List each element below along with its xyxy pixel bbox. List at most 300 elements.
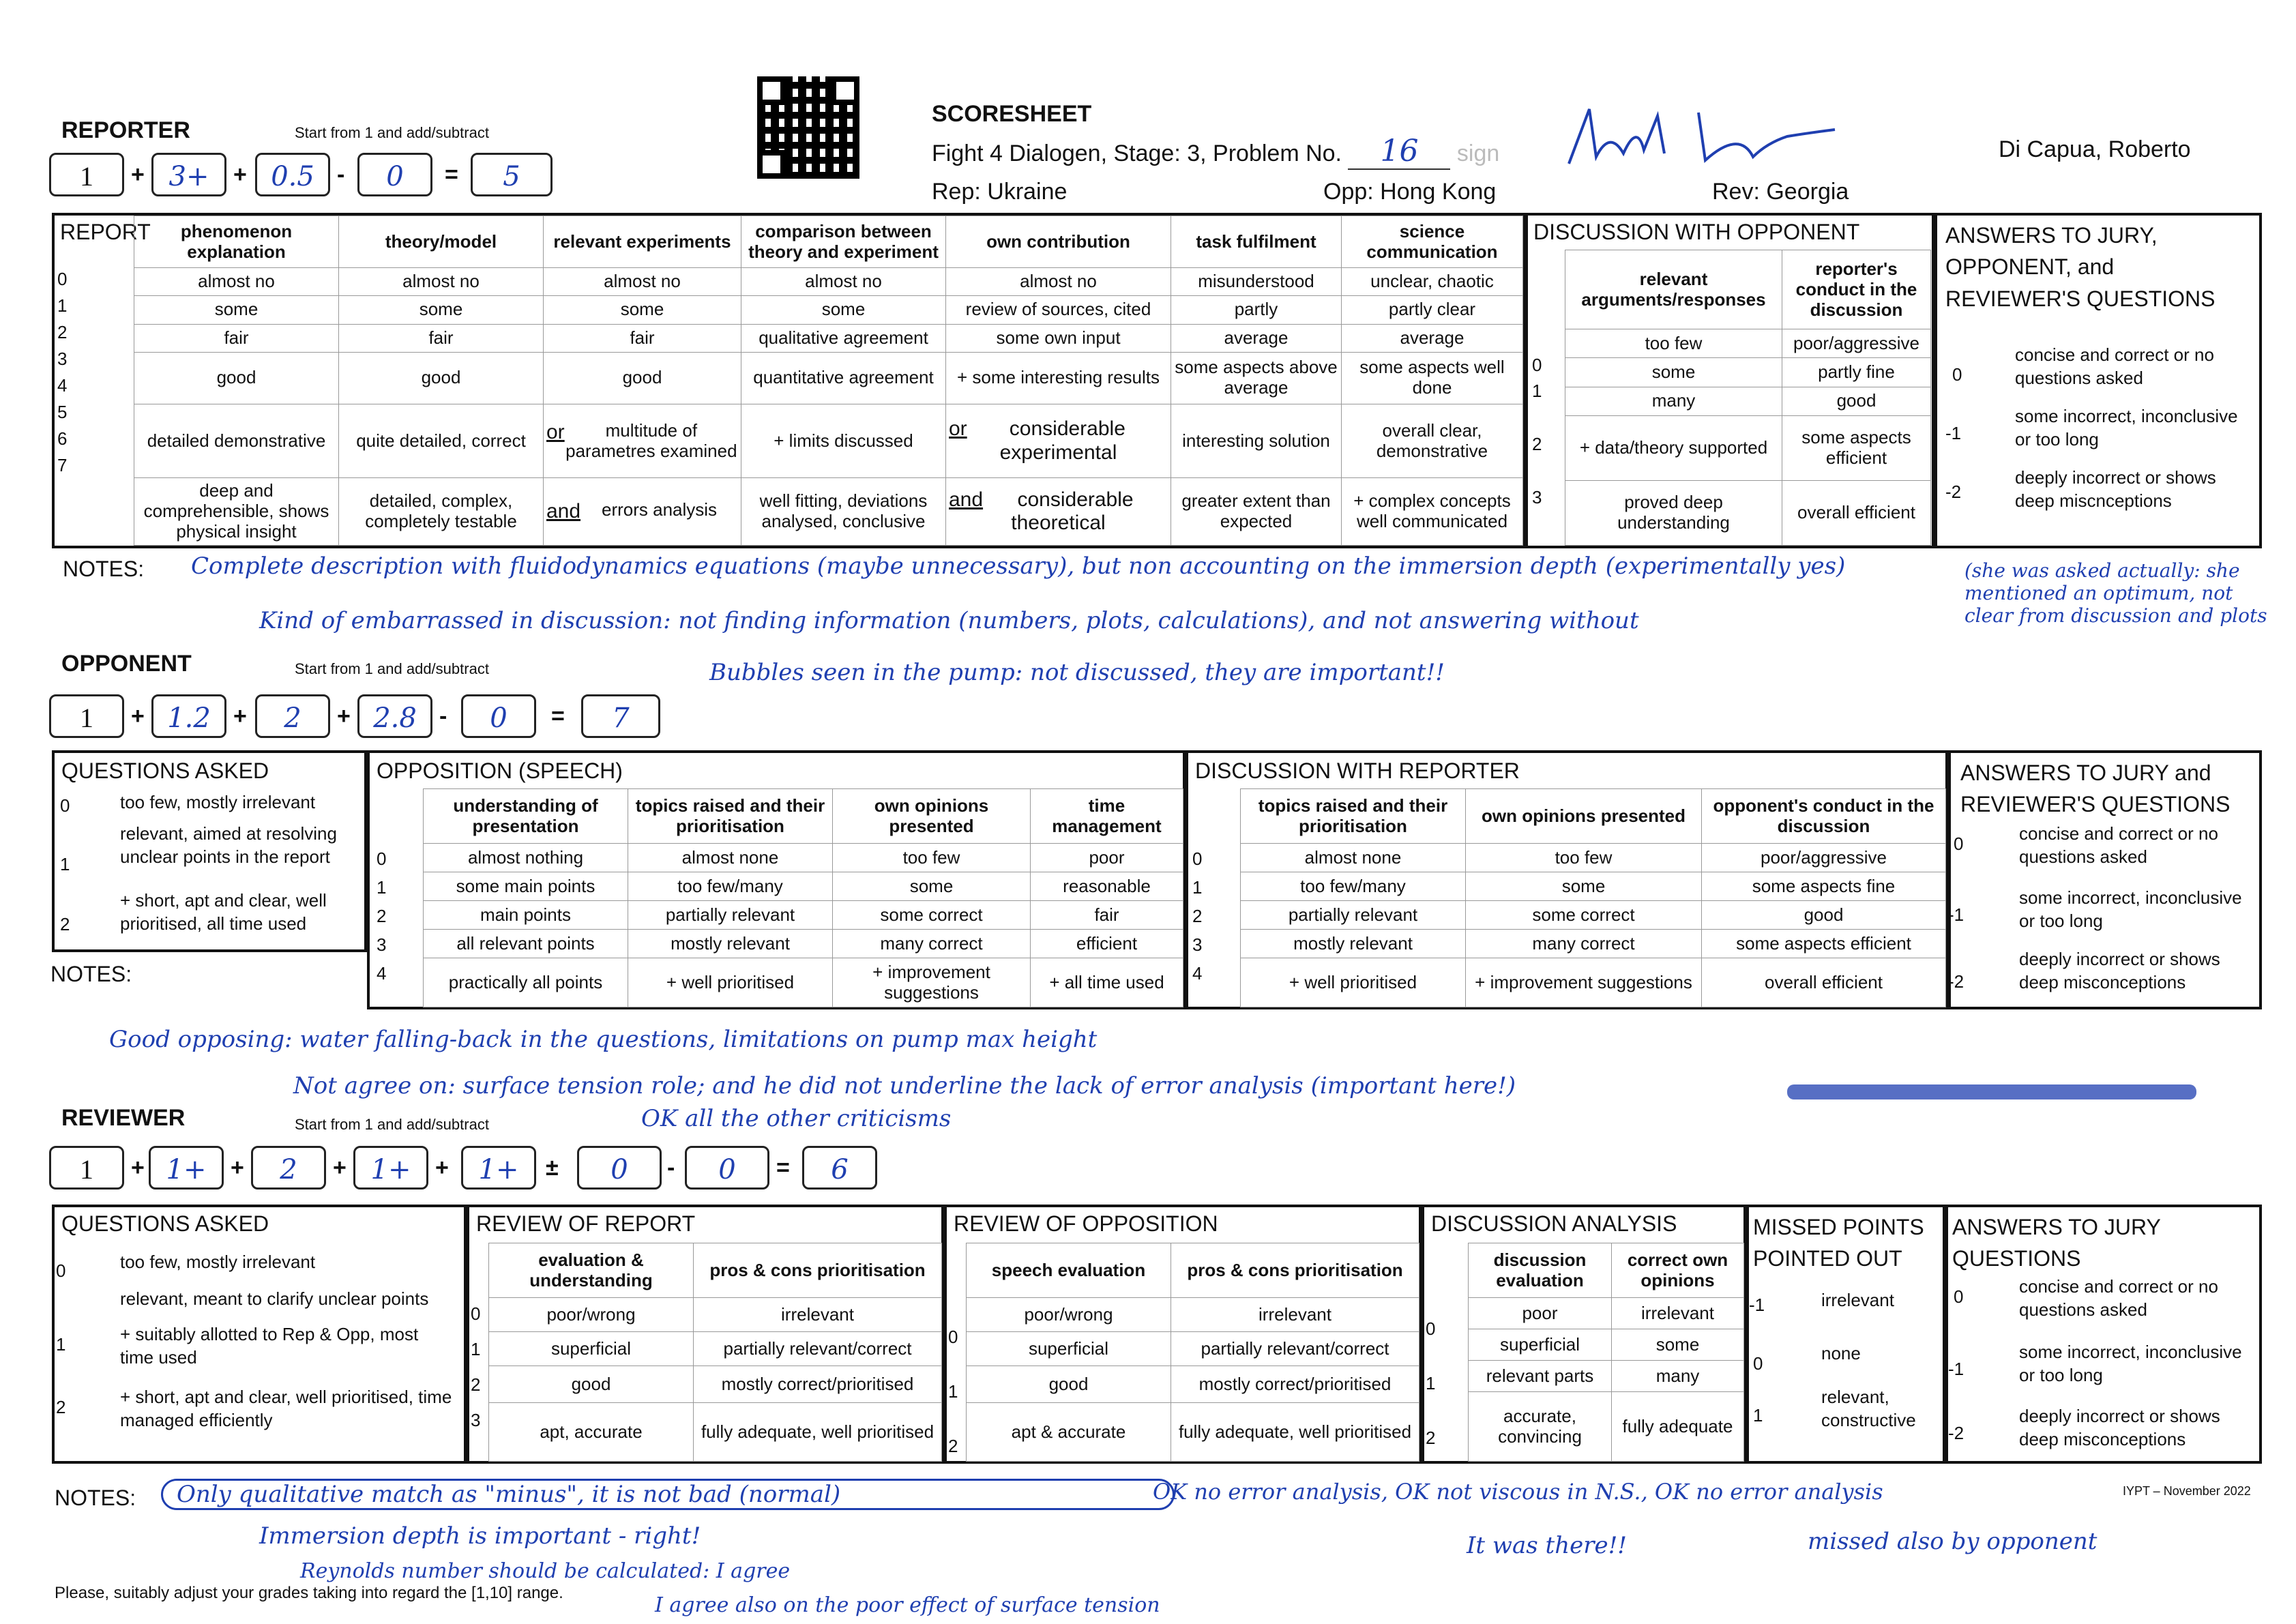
cell[interactable]: almost no [946, 268, 1171, 296]
level-minus-1: -1 [1948, 904, 1964, 925]
opponent-discussion-levels [1192, 844, 1202, 988]
question-option[interactable]: too few, mostly irrelevant [120, 792, 316, 812]
opponent-questions-title: QUESTIONS ASKED [61, 758, 269, 783]
level-3: 3 [57, 349, 68, 369]
col-relevant-arguments: relevant arguments/responses [1565, 250, 1782, 329]
review-report-title: REVIEW OF REPORT [476, 1211, 696, 1236]
reporter-discussion-table [1565, 250, 1931, 546]
answer-option[interactable]: some incorrect, inconclusive or too long [2019, 1342, 2242, 1385]
cell[interactable]: good [134, 352, 339, 404]
level-3: 3 [471, 1410, 481, 1430]
plus-sign: + [231, 1155, 244, 1181]
reporter-score-1[interactable]: 3+ [151, 153, 226, 196]
cell[interactable]: well fitting, deviations analysed, conclusive [741, 478, 946, 546]
cell[interactable]: good [544, 352, 741, 404]
opponent-score-1[interactable]: 1.2 [151, 694, 226, 738]
cell[interactable]: fully adequate [1612, 1392, 1744, 1462]
scoresheet-title: SCORESHEET [932, 101, 1092, 127]
reviewer-note-5[interactable]: I agree also on the poor effect of surface tension [655, 1593, 1160, 1617]
cell[interactable]: poor [1469, 1298, 1612, 1329]
answer-option[interactable]: deeply incorrect or shows deep misconceptions [2019, 949, 2220, 992]
level-minus-2: -2 [1948, 971, 1964, 992]
reviewer-score-6[interactable]: 0 [685, 1146, 769, 1190]
level-1: 1 [1192, 877, 1203, 898]
reporter-score-2[interactable]: 0.5 [255, 153, 330, 196]
equals-sign: = [776, 1155, 790, 1181]
equals-sign: = [551, 703, 565, 729]
level-minus-1: -1 [1945, 423, 1962, 443]
cell[interactable]: proved deep understanding [1565, 480, 1782, 545]
cell-text: multitude of parametres examined [565, 419, 737, 461]
level-2: 2 [1532, 434, 1542, 454]
col-pros-cons: pros & cons prioritisation [694, 1243, 942, 1298]
question-option[interactable]: too few, mostly irrelevant [120, 1252, 316, 1272]
opponent-score-3[interactable]: 2.8 [357, 694, 432, 738]
opponent-base-box: 1 [49, 694, 124, 738]
col-science-communication: science communication [1342, 216, 1523, 268]
cell[interactable]: too few/many [1241, 872, 1466, 901]
cell[interactable]: + well prioritised [628, 958, 833, 1007]
fight-line-text: Fight 4 Dialogen, Stage: 3, Problem No. [932, 141, 1342, 166]
cell[interactable]: many correct [833, 930, 1031, 958]
level-4: 4 [377, 963, 387, 984]
cell[interactable]: superficial [489, 1332, 694, 1366]
cell[interactable]: some aspects above average [1171, 352, 1342, 404]
cell[interactable]: almost no [339, 268, 544, 296]
cell[interactable]: + all time used [1031, 958, 1183, 1007]
question-option[interactable]: + short, apt and clear, well prioritised, time managed efficiently [120, 1387, 452, 1430]
cell[interactable]: some correct [833, 901, 1031, 930]
reporter-score-3[interactable]: 0 [357, 153, 432, 196]
level-0: 0 [56, 1260, 66, 1281]
question-option[interactable]: relevant, aimed at resolving unclear points in the report [120, 823, 337, 867]
level-0: 0 [1954, 1286, 1964, 1307]
cell[interactable]: poor/wrong [489, 1298, 694, 1332]
level-1: 1 [948, 1381, 958, 1402]
cell[interactable]: some main points [424, 872, 628, 901]
opponent-note-1[interactable]: Good opposing: water falling-back in the questions, limitations on pump max height [109, 1026, 1098, 1053]
level-0: 0 [1426, 1318, 1436, 1339]
col-topics: topics raised and their prioritisation [1241, 789, 1466, 844]
cell[interactable]: partially relevant/correct [694, 1332, 942, 1366]
cell[interactable]: good [489, 1366, 694, 1403]
fight-line [932, 134, 1499, 170]
level-0: 0 [1532, 355, 1542, 375]
opponent-note-3[interactable]: OK all the other criticisms [641, 1105, 952, 1132]
plus-sign: + [233, 162, 247, 188]
cell[interactable]: fair [1031, 901, 1183, 930]
discussion-analysis-levels [1426, 1301, 1435, 1465]
cell[interactable]: almost no [544, 268, 741, 296]
plus-sign: + [337, 703, 351, 729]
missed-option[interactable]: irrelevant [1821, 1290, 1894, 1310]
cell[interactable]: apt, accurate [489, 1403, 694, 1462]
plus-sign: + [131, 162, 145, 188]
col-opponent-conduct: opponent's conduct in the discussion [1702, 789, 1946, 844]
reviewer-score-2[interactable]: 2 [251, 1146, 326, 1190]
cell[interactable]: quantitative agreement [741, 352, 946, 404]
cell[interactable]: irrelevant [1171, 1298, 1419, 1332]
col-pros-cons: pros & cons prioritisation [1171, 1243, 1419, 1298]
col-task-fulfilment: task fulfilment [1171, 216, 1342, 268]
cell[interactable]: quite detailed, correct [339, 404, 544, 478]
cell-text: considerable experimental [999, 417, 1125, 464]
cell[interactable]: many correct [1466, 930, 1702, 958]
col-own-opinions: own opinions presented [833, 789, 1031, 844]
cell[interactable]: fair [134, 324, 339, 352]
level-0: 0 [1952, 364, 1962, 385]
cell[interactable]: too few [1466, 844, 1702, 872]
cell[interactable]: superficial [1469, 1329, 1612, 1361]
reviewer-note-2[interactable]: OK no error analysis, OK not viscous in N.S., OK no error analysis [1153, 1479, 1883, 1505]
level-0: 0 [471, 1303, 481, 1324]
cell[interactable]: some aspects well done [1342, 352, 1523, 404]
col-theory: theory/model [339, 216, 544, 268]
reviewer-score-4[interactable]: 1+ [461, 1146, 536, 1190]
cell[interactable]: accurate, convincing [1469, 1392, 1612, 1462]
reviewer-notes-label: NOTES: [55, 1486, 136, 1510]
cell[interactable]: some aspects efficient [1782, 415, 1931, 480]
cell[interactable]: overall clear, demonstrative [1342, 404, 1523, 478]
cell[interactable]: + data/theory supported [1565, 415, 1782, 480]
level-minus-2: -2 [1948, 1423, 1964, 1443]
col-comparison: comparison between theory and experiment [741, 216, 946, 268]
reviewer-note-7[interactable]: missed also by opponent [1808, 1528, 2098, 1555]
plus-sign: + [131, 1155, 145, 1181]
level-2: 2 [1426, 1428, 1436, 1448]
reporter-total[interactable]: 5 [471, 153, 553, 196]
or-label: or [546, 420, 565, 443]
sign-label: sign [1456, 141, 1500, 166]
cell[interactable]: fair [544, 324, 741, 352]
col-time-management: time management [1031, 789, 1183, 844]
cell[interactable]: almost none [628, 844, 833, 872]
cell[interactable]: poor [1031, 844, 1183, 872]
level-2: 2 [60, 914, 70, 934]
cell[interactable]: many [1612, 1361, 1744, 1392]
cell[interactable]: superficial [967, 1332, 1171, 1366]
cell[interactable]: overall efficient [1702, 958, 1946, 1007]
missed-option[interactable]: relevant, constructive [1821, 1387, 1916, 1430]
cell[interactable]: overall efficient [1782, 480, 1931, 545]
cell[interactable]: all relevant points [424, 930, 628, 958]
col-topics: topics raised and their prioritisation [628, 789, 833, 844]
col-reporter-conduct: reporter's conduct in the discussion [1782, 250, 1931, 329]
cell[interactable]: fully adequate, well prioritised [1171, 1403, 1419, 1462]
reporter-notes-label: NOTES: [63, 557, 145, 581]
reviewer-base-box: 1 [49, 1146, 124, 1190]
answer-option[interactable]: concise and correct or no questions asked [2019, 823, 2218, 867]
reporter-note-1[interactable]: Complete description with fluidodynamics equations (maybe unnecessary), but non accounting on the immersion depth (experimentally yes) [191, 552, 1846, 580]
cell[interactable]: good [339, 352, 544, 404]
cell[interactable]: partly clear [1342, 296, 1523, 324]
cell[interactable]: unclear, chaotic [1342, 268, 1523, 296]
opposition-speech-title: OPPOSITION (SPEECH) [377, 758, 623, 783]
minus-sign: - [667, 1155, 675, 1181]
cell[interactable]: + improvement suggestions [1466, 958, 1702, 1007]
col-evaluation: evaluation & understanding [489, 1243, 694, 1298]
level-4: 4 [57, 375, 68, 396]
cell[interactable]: reasonable [1031, 872, 1183, 901]
question-option[interactable]: + short, apt and clear, well prioritised, all time used [120, 890, 327, 934]
level-minus-1: -1 [1749, 1295, 1765, 1315]
level-3: 3 [377, 934, 387, 955]
cell[interactable]: relevant parts [1469, 1361, 1612, 1392]
cell[interactable]: some [544, 296, 741, 324]
level-7: 7 [57, 455, 68, 475]
col-discussion-evaluation: discussion evaluation [1469, 1243, 1612, 1298]
missed-option[interactable]: none [1821, 1343, 1861, 1363]
cell[interactable]: + improvement suggestions [833, 958, 1031, 1007]
cell[interactable]: some aspects efficient [1702, 930, 1946, 958]
cell[interactable]: mostly relevant [1241, 930, 1466, 958]
report-criteria-table [134, 216, 1523, 546]
reviewer-note-6[interactable]: It was there!! [1467, 1532, 1627, 1559]
cell[interactable]: main points [424, 901, 628, 930]
answer-option[interactable]: some incorrect, inconclusive or too long [2015, 406, 2238, 449]
discussion-analysis-table [1468, 1243, 1744, 1462]
question-option[interactable]: + suitably allotted to Rep & Opp, most time used [120, 1324, 419, 1368]
reviewer-note-1[interactable]: Only qualitative match as "minus", it is not bad (normal) [161, 1479, 1175, 1510]
plus-sign: + [233, 703, 247, 729]
level-6: 6 [57, 428, 68, 449]
level-0: 0 [377, 848, 387, 869]
cell[interactable]: + some interesting results [946, 352, 1171, 404]
adjust-note: Please, suitably adjust your grades taking into regard the [1,10] range. [55, 1584, 563, 1602]
cell[interactable]: qualitative agreement [741, 324, 946, 352]
opponent-answers-title: ANSWERS TO JURY and REVIEWER'S QUESTIONS [1960, 761, 2231, 817]
speech-levels [377, 844, 386, 988]
reviewer-title: REVIEWER [61, 1105, 186, 1131]
level-minus-1: -1 [1948, 1359, 1964, 1379]
cell[interactable]: some [1466, 872, 1702, 901]
cell[interactable]: too few [833, 844, 1031, 872]
cell[interactable]: mostly correct/prioritised [1171, 1366, 1419, 1403]
reviewer-total[interactable]: 6 [802, 1146, 877, 1190]
level-3: 3 [1192, 934, 1203, 955]
cell[interactable]: fair [339, 324, 544, 352]
answer-option[interactable]: concise and correct or no questions asked [2019, 1276, 2218, 1320]
report-levels [57, 266, 67, 479]
opponent-total[interactable]: 7 [581, 694, 660, 738]
cell[interactable]: good [1782, 387, 1931, 415]
reviewer-score-1[interactable]: 1+ [149, 1146, 224, 1190]
reporter-note-3[interactable]: Bubbles seen in the pump: not discussed, they are important!! [709, 659, 1445, 686]
opponent-discussion-table [1240, 788, 1946, 1007]
cell[interactable]: poor/aggressive [1702, 844, 1946, 872]
cell[interactable]: apt & accurate [967, 1403, 1171, 1462]
cell[interactable]: detailed, complex, completely testable [339, 478, 544, 546]
col-understanding: understanding of presentation [424, 789, 628, 844]
and-label: and [949, 488, 984, 511]
reviewer-hint: Start from 1 and add/subtract [295, 1116, 489, 1133]
cell[interactable]: some correct [1466, 901, 1702, 930]
level-minus-2: -2 [1945, 482, 1962, 502]
reviewer-note-4[interactable]: Reynolds number should be calculated: I agree [300, 1559, 791, 1583]
opponent-note-2[interactable]: Not agree on: surface tension role; and he did not underline the lack of error analysis (important here!) [293, 1072, 1516, 1099]
cell[interactable]: some [134, 296, 339, 324]
cell[interactable]: almost no [134, 268, 339, 296]
level-2: 2 [471, 1374, 481, 1395]
cell[interactable]: poor/aggressive [1782, 329, 1931, 358]
cell[interactable]: almost none [1241, 844, 1466, 872]
reviewer-answers-title: ANSWERS TO JURY QUESTIONS [1952, 1215, 2161, 1271]
cell[interactable]: some [1612, 1329, 1744, 1361]
opponent-title: OPPONENT [61, 651, 192, 677]
opposition-speech-table [423, 788, 1183, 1007]
reporter-answers-title: ANSWERS TO JURY, OPPONENT, and REVIEWER'S QUESTIONS [1945, 223, 2216, 311]
cell[interactable]: review of sources, cited [946, 296, 1171, 324]
col-own-contribution: own contribution [946, 216, 1171, 268]
cell[interactable]: some [339, 296, 544, 324]
cell[interactable]: + limits discussed [741, 404, 946, 478]
opponent-score-4[interactable]: 0 [461, 694, 536, 738]
plus-sign: + [131, 703, 145, 729]
cell-experiments-4[interactable] [544, 404, 741, 478]
scribble-strikeout [1787, 1084, 2196, 1099]
cell-text: considerable theoretical [1011, 488, 1134, 535]
minus-sign: - [337, 162, 345, 188]
reporter-discussion-levels [1532, 338, 1542, 524]
cell[interactable]: good [967, 1366, 1171, 1403]
opponent-hint: Start from 1 and add/subtract [295, 660, 489, 677]
level-2: 2 [1192, 906, 1203, 926]
level-0: 0 [948, 1327, 958, 1347]
cell[interactable]: deep and comprehensible, shows physical insight [134, 478, 339, 546]
col-own-opinions: own opinions presented [1466, 789, 1702, 844]
answer-option[interactable]: concise and correct or no questions asked [2015, 344, 2214, 388]
cell[interactable]: many [1565, 387, 1782, 415]
review-report-levels [471, 1296, 480, 1438]
col-correct-opinions: correct own opinions [1612, 1243, 1744, 1298]
level-0: 0 [1192, 848, 1203, 869]
opponent-notes-label: NOTES: [50, 962, 132, 986]
cell-own-4[interactable] [946, 404, 1171, 478]
cell[interactable]: mostly relevant [628, 930, 833, 958]
answer-option[interactable]: deeply incorrect or shows deep misconceptions [2019, 1406, 2220, 1449]
cell[interactable]: some own input [946, 324, 1171, 352]
cell[interactable]: partially relevant/correct [1171, 1332, 1419, 1366]
minus-sign: - [439, 703, 447, 729]
edition-label: IYPT – November 2022 [2123, 1484, 2251, 1498]
col-speech-evaluation: speech evaluation [967, 1243, 1171, 1298]
plus-minus-sign: ± [546, 1155, 559, 1181]
cell[interactable]: efficient [1031, 930, 1183, 958]
level-5: 5 [57, 402, 68, 422]
level-1: 1 [57, 295, 68, 316]
cell[interactable]: too few [1565, 329, 1782, 358]
review-opposition-table [966, 1243, 1419, 1462]
cell[interactable]: misunderstood [1171, 268, 1342, 296]
cell[interactable]: almost nothing [424, 844, 628, 872]
juror-name: Di Capua, Roberto [1999, 136, 2191, 162]
cell[interactable]: partially relevant [628, 901, 833, 930]
cell[interactable]: some aspects fine [1702, 872, 1946, 901]
reviewer-score-3[interactable]: 1+ [353, 1146, 428, 1190]
plus-sign: + [435, 1155, 449, 1181]
question-option[interactable]: relevant, meant to clarify unclear points [120, 1288, 429, 1309]
level-2: 2 [948, 1436, 958, 1456]
level-2: 2 [57, 322, 68, 342]
cell[interactable]: some [833, 872, 1031, 901]
cell[interactable]: too few/many [628, 872, 833, 901]
cell[interactable]: fully adequate, well prioritised [694, 1403, 942, 1462]
level-1: 1 [60, 854, 70, 874]
answer-option[interactable]: deeply incorrect or shows deep miscnceptions [2015, 467, 2216, 511]
cell[interactable]: + well prioritised [1241, 958, 1466, 1007]
cell[interactable]: poor/wrong [967, 1298, 1171, 1332]
level-1: 1 [1532, 381, 1542, 401]
level-1: 1 [1426, 1373, 1436, 1393]
cell[interactable]: partially relevant [1241, 901, 1466, 930]
report-label: REPORT [60, 220, 151, 244]
cell[interactable]: almost no [741, 268, 946, 296]
level-0: 0 [1753, 1353, 1763, 1374]
answer-option[interactable]: some incorrect, inconclusive or too long [2019, 887, 2242, 931]
reviewer-note-3[interactable]: Immersion depth is important - right! [259, 1522, 701, 1550]
level-1: 1 [471, 1339, 481, 1359]
discussion-analysis-title: DISCUSSION ANALYSIS [1431, 1211, 1677, 1236]
cell[interactable]: partly fine [1782, 358, 1931, 387]
level-1: 1 [1753, 1405, 1763, 1426]
or-label: or [949, 417, 967, 441]
rep-team: Rep: Ukraine [932, 179, 1068, 205]
level-4: 4 [1192, 963, 1203, 984]
cell-text: errors analysis [602, 499, 718, 520]
cell[interactable]: greater extent than expected [1171, 478, 1342, 546]
cell[interactable]: average [1342, 324, 1523, 352]
reporter-discussion-title: DISCUSSION WITH OPPONENT [1533, 220, 1860, 244]
col-experiments: relevant experiments [544, 216, 741, 268]
opponent-score-2[interactable]: 2 [255, 694, 330, 738]
level-0: 0 [60, 795, 70, 816]
cell[interactable]: interesting solution [1171, 404, 1342, 478]
cell-experiments-5[interactable] [544, 478, 741, 546]
level-1: 1 [377, 877, 387, 898]
level-0: 0 [57, 269, 68, 289]
cell[interactable]: average [1171, 324, 1342, 352]
qr-code [757, 76, 859, 179]
col-phenomenon: phenomenon explanation [134, 216, 339, 268]
opp-team: Opp: Hong Kong [1323, 179, 1497, 205]
cell[interactable]: + complex concepts well communicated [1342, 478, 1523, 546]
review-opposition-levels [948, 1310, 958, 1473]
reporter-note-4[interactable]: (she was asked actually: she mentioned an optimum, not clear from discussion and plots [1964, 559, 2267, 627]
reporter-base-box: 1 [49, 153, 124, 196]
cell[interactable]: good [1702, 901, 1946, 930]
level-0: 0 [1954, 833, 1964, 854]
cell-own-5[interactable] [946, 478, 1171, 546]
review-opposition-title: REVIEW OF OPPOSITION [954, 1211, 1218, 1236]
level-2: 2 [377, 906, 387, 926]
cell[interactable]: mostly correct/prioritised [694, 1366, 942, 1403]
level-2: 2 [56, 1397, 66, 1417]
level-3: 3 [1532, 487, 1542, 507]
cell[interactable]: irrelevant [694, 1298, 942, 1332]
reviewer-score-5[interactable]: 0 [577, 1146, 662, 1190]
cell[interactable]: practically all points [424, 958, 628, 1007]
review-report-table [488, 1243, 942, 1462]
juror-signature [1562, 102, 1849, 177]
cell[interactable]: partly [1171, 296, 1342, 324]
level-1: 1 [56, 1334, 66, 1355]
cell[interactable]: irrelevant [1612, 1298, 1744, 1329]
cell[interactable]: some [741, 296, 946, 324]
cell[interactable]: detailed demonstrative [134, 404, 339, 478]
reporter-note-2[interactable]: Kind of embarrassed in discussion: not finding information (numbers, plots, calculations), and not answering without [259, 607, 1639, 634]
reviewer-questions-title: QUESTIONS ASKED [61, 1211, 269, 1236]
cell[interactable]: some [1565, 358, 1782, 387]
